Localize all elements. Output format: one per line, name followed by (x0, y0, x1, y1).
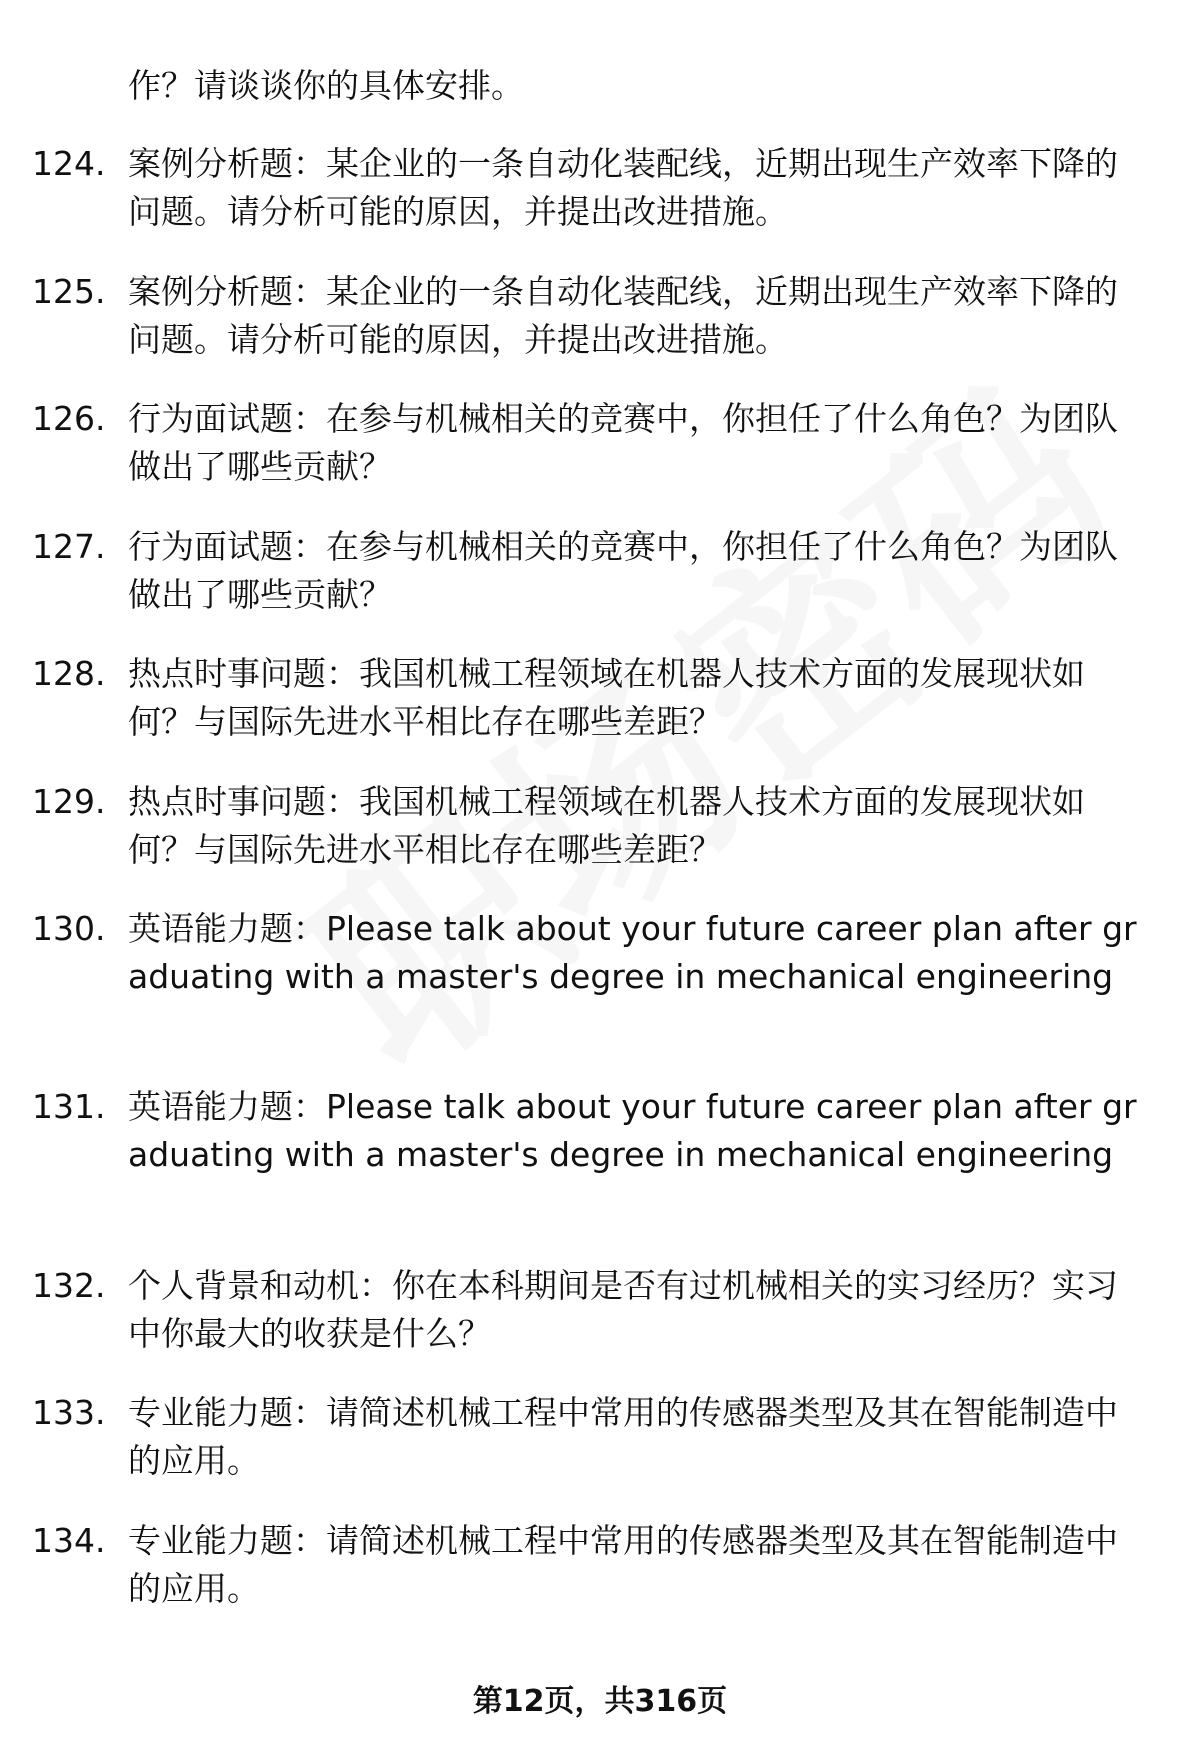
item-text: 案例分析题：某企业的一条自动化装配线，近期出现生产效率下降的问题。请分析可能的原因，并提出改进措施。 (128, 144, 1118, 231)
item-number: 130. (32, 909, 106, 948)
list-item (32, 778, 1142, 874)
list-item (32, 1262, 1142, 1358)
item-number: 134. (32, 1521, 106, 1560)
item-number: 132. (32, 1266, 106, 1305)
item-number: 126. (32, 399, 106, 438)
item-text: 行为面试题：在参与机械相关的竞赛中，你担任了什么角色？为团队做出了哪些贡献？ (128, 527, 1118, 614)
item-text: 英语能力题：Please talk about your future career plan after graduating with a master's degree in mechanical engineering (128, 909, 1137, 996)
item-text: 英语能力题：Please talk about your future career plan after graduating with a master's degree in mechanical engineering (128, 1087, 1137, 1174)
item-number: 129. (32, 782, 106, 821)
item-number: 133. (32, 1393, 106, 1432)
continuation-text: 作？请谈谈你的具体安排。 (128, 66, 524, 105)
item-text: 专业能力题：请简述机械工程中常用的传感器类型及其在智能制造中的应用。 (128, 1521, 1118, 1608)
item-text: 案例分析题：某企业的一条自动化装配线，近期出现生产效率下降的问题。请分析可能的原因，并提出改进措施。 (128, 272, 1118, 359)
page-footer: 第12页，共316页 (472, 1684, 728, 1719)
item-text: 个人背景和动机：你在本科期间是否有过机械相关的实习经历？实习中你最大的收获是什么？ (128, 1266, 1118, 1353)
list-item (32, 905, 1142, 1001)
list-item (32, 523, 1142, 619)
item-text: 热点时事问题：我国机械工程领域在机器人技术方面的发展现状如何？与国际先进水平相比存在哪些差距？ (128, 782, 1085, 869)
item-text: 热点时事问题：我国机械工程领域在机器人技术方面的发展现状如何？与国际先进水平相比存在哪些差距？ (128, 654, 1085, 741)
item-number: 125. (32, 272, 106, 311)
item-number: 131. (32, 1087, 106, 1126)
item-text: 专业能力题：请简述机械工程中常用的传感器类型及其在智能制造中的应用。 (128, 1393, 1118, 1480)
list-item (32, 650, 1142, 746)
list-item (32, 1389, 1142, 1485)
list-item (32, 1083, 1142, 1179)
list-item (32, 268, 1142, 364)
item-number: 124. (32, 144, 106, 183)
list-item (32, 395, 1142, 491)
list-item (32, 1517, 1142, 1613)
item-number: 128. (32, 654, 106, 693)
list-item (32, 140, 1142, 236)
item-number: 127. (32, 527, 106, 566)
item-text: 行为面试题：在参与机械相关的竞赛中，你担任了什么角色？为团队做出了哪些贡献？ (128, 399, 1118, 486)
